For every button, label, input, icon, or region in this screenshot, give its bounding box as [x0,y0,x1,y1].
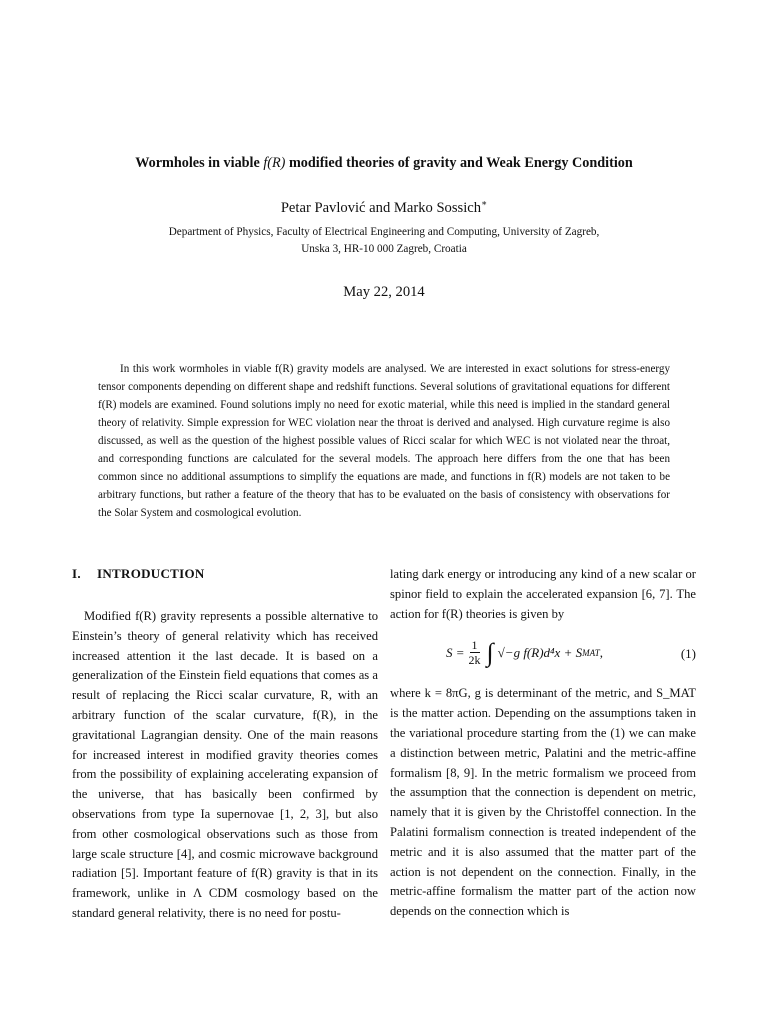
equation-fraction [469,638,481,667]
left-column [72,565,378,924]
title-text-end: modified theories of gravity and Weak Energy Condition [285,155,633,171]
fraction-numerator: 1 [471,638,478,653]
intro-paragraph-right-1: lating dark energy or introducing any kind of a new scalar or spinor field to explain the accelerated expansion [6, 7]. The action for f(R) theories is given by [390,567,696,621]
intro-paragraph-left: Modified f(R) gravity represents a possible alternative to Einstein’s theory of general relativity which has received increased attention it the last decade. It is based on a generalization of the Einstein field equations that comes as a result of replacing the Ricci scalar curvature, R, with an arbitrary function of the scalar curvature, f(R), in the gravitational Lagrangian density. One of the main reasons for increased interest in modified gravity theories comes from the possibility of explaining accelerating expansion of the universe, that has basically been confirmed by observations from type Ia supernovae [1, 2, 3], but also from other cosmological observations such as those from large scale structure [4], and cosmic microwave background radiation [5]. Important feature of f(R) gravity is that in its framework, unlike in Λ CDM cosmology based on the standard general relativity, there is no need for postu- [72,609,378,920]
intro-paragraph-right-2: where k = 8πG, g is determinant of the metric, and S_MAT is the matter action. Depending on the assumptions taken in the variational procedure starting from the (1) we can make a distinction between metric, Palatini and the metric-affine formalism [8, 9]. In the metric formalism we proceed from the assumption that the connection is dependent on metric, namely that it is given by the Christoffel connection. In the Palatini formalism connection is treated independent of the metric and it is also assumed that the matter part of the action is not dependent on the connection. Finally, in the metric-affine formalism the matter part of the action now depends on the connection which is [390,686,696,919]
right-column [390,565,696,922]
affiliation [60,224,708,258]
section-heading [72,565,378,583]
affiliation-line-1: Department of Physics, Faculty of Electrical Engineering and Computing, University of Zagreb, [168,226,600,238]
author-list [60,194,708,217]
fraction-denominator: 2k [468,653,481,668]
equation-1 [390,630,696,682]
paper-date: May 22, 2014 [343,284,425,300]
title-math: f(R) [263,155,286,171]
author-names: Petar Pavlović and Marko Sossich [280,199,482,216]
abstract: In this work wormholes in viable f(R) gravity models are analysed. We are interested in exact solutions for stress-energy tensor components depending on different shape and redshift functions. Several solutions of gravitational equations for different f(R) models are examined. Found solutions imply no need for exotic material, while this need is implied in the standard general theory of relativity. Simple expression for WEC violation near the throat is derived and analysed. High curvature regime is also discussed, as well as the question of the highest possible values of Ricci scalar for which WEC is not violated near the throat, and corresponding functions are calculated for the several models. The approach here differs from the one that has been common since no additional assumptions to simplify the equations are made, and functions in f(R) models are not taken to be arbitrary functions, but rather a feature of the theory that has to be evaluated on the basis of consistency with observations for the Solar System and cosmological evolution. [98,363,670,520]
title-text-start: Wormholes in viable [135,155,264,171]
section-number: I. [72,566,81,581]
footnote-mark: ∗ [481,198,488,208]
affiliation-line-2: Unska 3, HR-10 000 Zagreb, Croatia [301,243,467,255]
section-title: INTRODUCTION [97,566,205,581]
equation-number: (1) [680,646,696,662]
integral-sign: ∫ [486,637,494,667]
equation-body [446,638,603,667]
equation-lhs: S = [446,644,465,660]
equation-integrand: √−g f(R)d⁴x + S [497,644,583,660]
paper-title [60,154,708,172]
equation-subscript: MAT [582,647,600,658]
equation-punctuation: , [599,644,604,660]
